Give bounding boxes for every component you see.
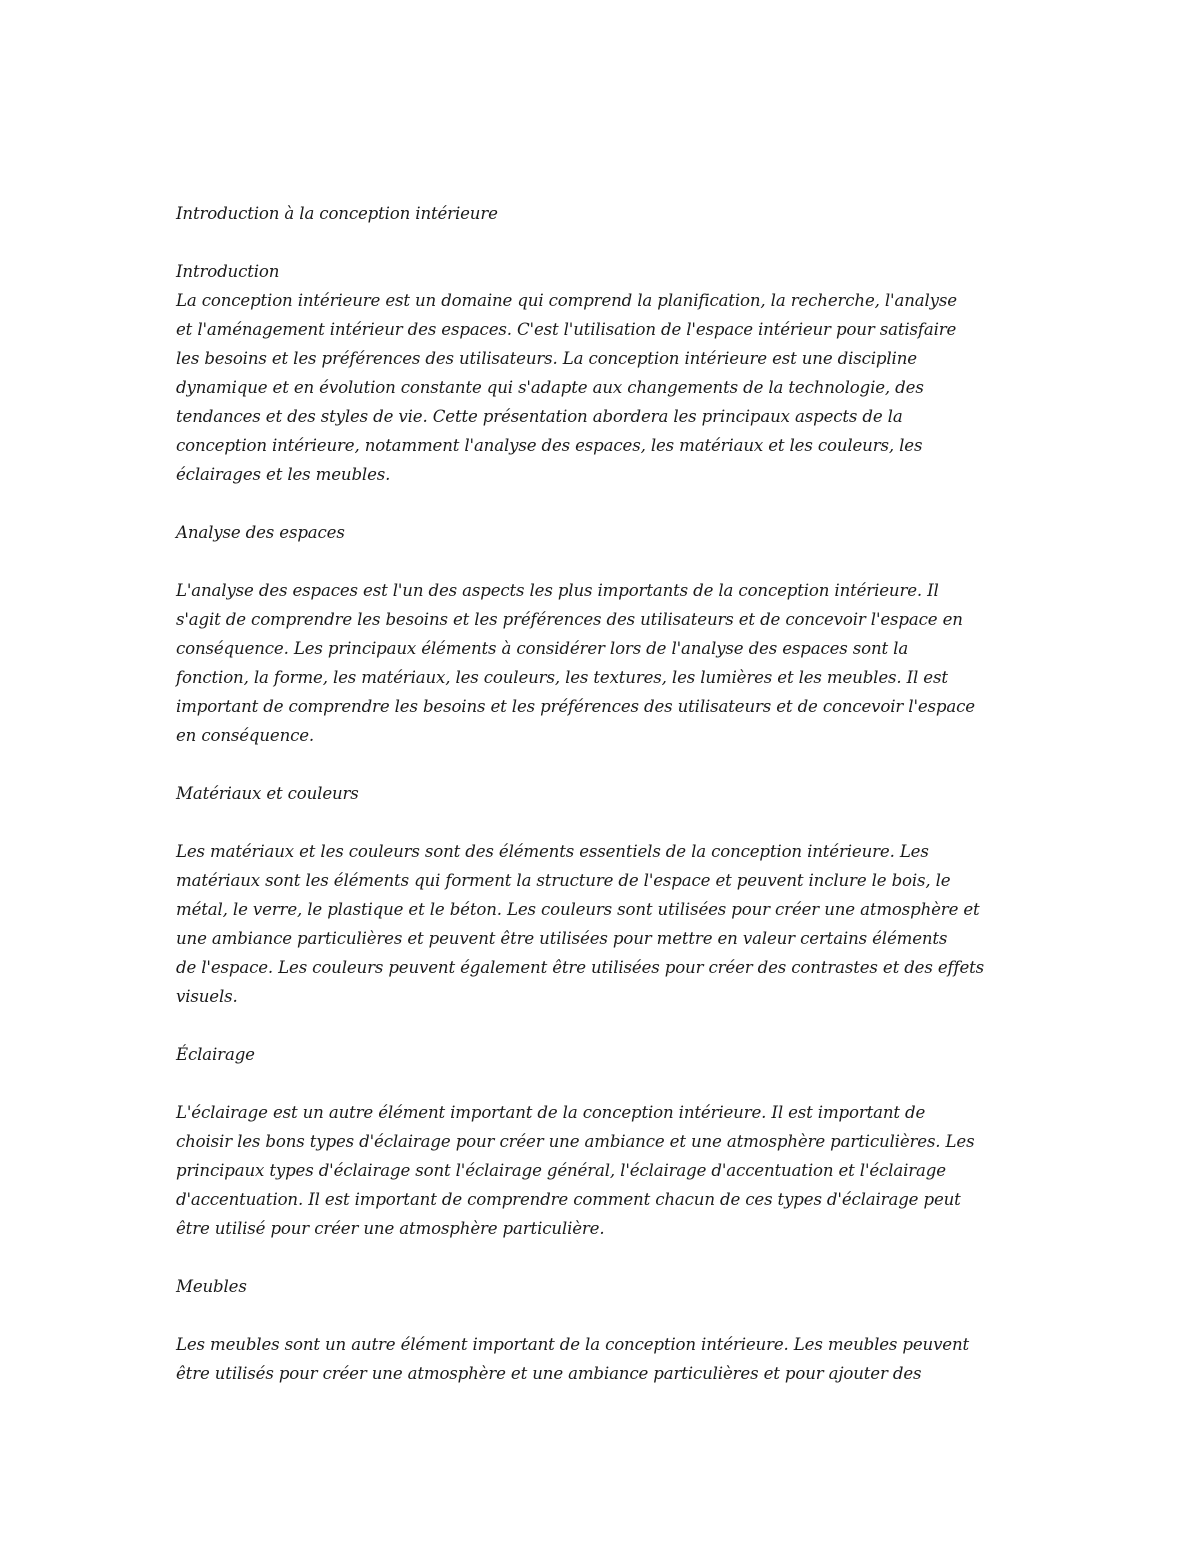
paragraph-line: tendances et des styles de vie. Cette présentation abordera les principaux aspects de la xyxy=(176,407,903,426)
paragraph-line: important de comprendre les besoins et les préférences des utilisateurs et de concevoir l'espace xyxy=(176,697,975,716)
paragraph-line: L'éclairage est un autre élément important de la conception intérieure. Il est important de xyxy=(176,1103,926,1122)
paragraph-line: et l'aménagement intérieur des espaces. C'est l'utilisation de l'espace intérieur pour satisfaire xyxy=(176,320,957,339)
section-heading: Éclairage xyxy=(176,1045,255,1064)
spacer xyxy=(176,1069,1028,1098)
section-heading: Analyse des espaces xyxy=(176,523,345,542)
paragraph-line: conséquence. Les principaux éléments à considérer lors de l'analyse des espaces sont la xyxy=(176,639,909,658)
paragraph-line: conception intérieure, notamment l'analyse des espaces, les matériaux et les couleurs, les xyxy=(176,436,923,455)
spacer xyxy=(176,1011,1028,1040)
spacer xyxy=(176,808,1028,837)
paragraph-line: matériaux sont les éléments qui forment la structure de l'espace et peuvent inclure le bois, le xyxy=(176,871,951,890)
paragraph-line: être utilisés pour créer une atmosphère et une ambiance particulières et pour ajouter des xyxy=(176,1364,922,1383)
paragraph-line: s'agit de comprendre les besoins et les préférences des utilisateurs et de concevoir l'espace en xyxy=(176,610,963,629)
paragraph-line: fonction, la forme, les matériaux, les couleurs, les textures, les lumières et les meubles. Il est xyxy=(176,668,948,687)
paragraph-line: principaux types d'éclairage sont l'éclairage général, l'éclairage d'accentuation et l'éclairage xyxy=(176,1161,946,1180)
spacer xyxy=(176,489,1028,518)
spacer xyxy=(176,1243,1028,1272)
paragraph-line: métal, le verre, le plastique et le béton. Les couleurs sont utilisées pour créer une atmosphère et xyxy=(176,900,980,919)
spacer xyxy=(176,228,1028,257)
paragraph-line: choisir les bons types d'éclairage pour créer une ambiance et une atmosphère particulières. Les xyxy=(176,1132,975,1151)
paragraph-line: Les matériaux et les couleurs sont des éléments essentiels de la conception intérieure. Les xyxy=(176,842,929,861)
section-heading: Introduction xyxy=(176,262,280,281)
paragraph-line: visuels. xyxy=(176,987,238,1006)
section-heading: Matériaux et couleurs xyxy=(176,784,359,803)
paragraph-line: de l'espace. Les couleurs peuvent également être utilisées pour créer des contrastes et des effets xyxy=(176,958,985,977)
paragraph-line: La conception intérieure est un domaine qui comprend la planification, la recherche, l'analyse xyxy=(176,291,957,310)
paragraph-line: les besoins et les préférences des utilisateurs. La conception intérieure est une discipline xyxy=(176,349,917,368)
paragraph-line: éclairages et les meubles. xyxy=(176,465,391,484)
paragraph-line: une ambiance particulières et peuvent être utilisées pour mettre en valeur certains éléments xyxy=(176,929,948,948)
paragraph-line: d'accentuation. Il est important de comprendre comment chacun de ces types d'éclairage peut xyxy=(176,1190,961,1209)
paragraph-line: être utilisé pour créer une atmosphère particulière. xyxy=(176,1219,605,1238)
paragraph-line: en conséquence. xyxy=(176,726,315,745)
spacer xyxy=(176,1301,1028,1330)
spacer xyxy=(176,547,1028,576)
paragraph-line: L'analyse des espaces est l'un des aspects les plus importants de la conception intérieure. Il xyxy=(176,581,939,600)
section-heading: Meubles xyxy=(176,1277,247,1296)
spacer xyxy=(176,750,1028,779)
paragraph-line: dynamique et en évolution constante qui s'adapte aux changements de la technologie, des xyxy=(176,378,924,397)
document-title: Introduction à la conception intérieure xyxy=(176,204,498,223)
paragraph-line: Les meubles sont un autre élément important de la conception intérieure. Les meubles peuvent xyxy=(176,1335,970,1354)
document-body xyxy=(176,199,1028,1388)
